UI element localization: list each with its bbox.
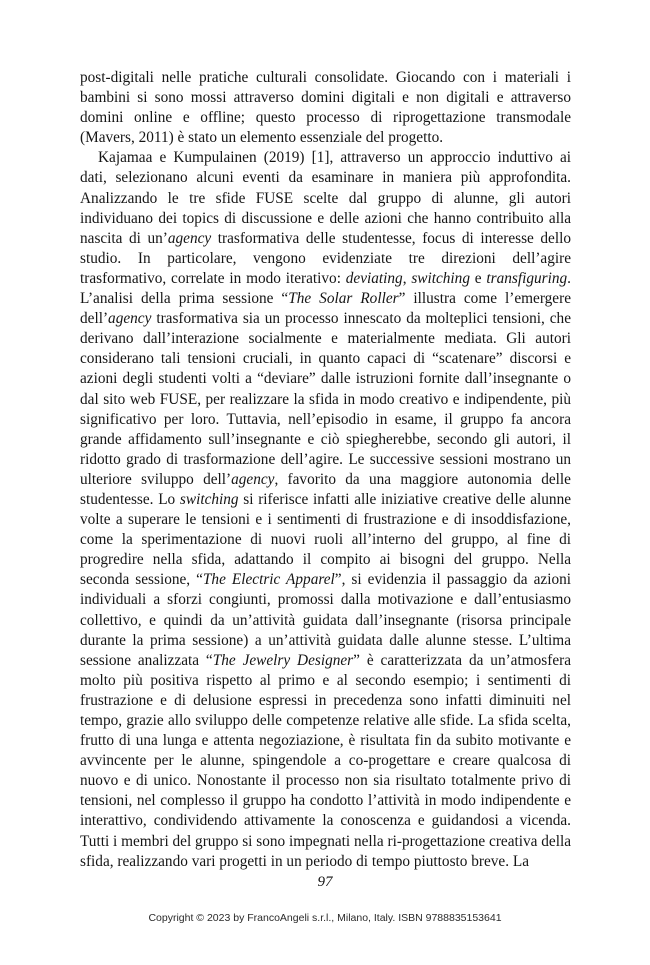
- text-run: post-digitali nelle pratiche culturali consolidate. Giocando con i materiali i bambini si sono mossi attraverso domini digitali e non digitali e attraverso domini online e offline; questo processo di riprogettazione transmodale (Mavers, 2011) è stato un elemento essenziale del progetto.: [80, 69, 571, 147]
- text-run: ,: [402, 269, 412, 287]
- paragraph-continuation: [80, 68, 571, 148]
- italic-term: switching: [411, 269, 470, 287]
- text-run: , favorito da una maggiore autonomia delle studentesse. Lo: [80, 470, 571, 508]
- text-run: ” illustra come l’emergere dell’: [80, 290, 571, 328]
- italic-term: agency: [231, 470, 275, 488]
- italic-term: The Electric Apparel: [202, 571, 335, 589]
- paragraph-kajamaa-kumpulainen: [80, 148, 571, 871]
- italic-term: The Jewelry Designer: [212, 651, 354, 669]
- text-run: ” è caratterizzata da un’atmosfera molto più positiva rispetto al primo e al secondo esempio; i sentimenti di frustrazione e di delusione espressi in precedenza sono infatti diminuiti nel tempo, grazie allo sviluppo delle competenze relative alle sfide. La sfida scelta, frutto di una lunga e attenta negoziazione, è risultata fin da subito motivante e avvincente per le alunne, spingendole a co-progettare e creare qualcosa di nuovo e di unico. Nonostante il processo non sia risultato totalmente privo di tensioni, nel complesso il gruppo ha condotto l’attività in modo indipendente e interattivo, condividendo attivamente la conoscenza e guidandosi a vicenda. Tutti i membri del gruppo si sono impegnati nella ri-progettazione creativa della sfida, realizzando vari progetti in un periodo di tempo piuttosto breve. La: [80, 651, 571, 870]
- body-text: [80, 68, 571, 872]
- italic-term: agency: [108, 310, 152, 328]
- italic-term: The Solar Roller: [288, 290, 399, 308]
- text-run: ”, si evidenzia il passaggio da azioni individuali a sforzi congiunti, promossi dalla motivazione e dall’entusiasmo collettivo, e quindi da un’attività guidata dall’insegnante (risorsa principale durante la prima sessione) a un’attività guidata dalle alunne stesse. L’ultima sessione analizzata “: [80, 571, 571, 669]
- copyright-notice: Copyright © 2023 by FrancoAngeli s.r.l., Milano, Italy. ISBN 9788835153641: [148, 912, 502, 924]
- italic-term: agency: [167, 229, 212, 247]
- italic-term: switching: [179, 490, 239, 508]
- italic-term: transfiguring: [486, 269, 568, 287]
- text-run: trasformativa sia un processo innescato da molteplici tensioni, che derivano dall’interazione socialmente e materialmente mediata. Gli autori considerano tali tensioni cruciali, in quanto capaci di “scatenare” discorsi e azioni degli studenti volti a “deviare” dalle istruzioni fornite dall’insegnante o dal sito web FUSE, per realizzare la sfida in modo creativo e indipendente, più significativo per loro. Tuttavia, nell’episodio in esame, il gruppo fa ancora grande affidamento sull’insegnante e ciò spiegherebbe, secondo gli autori, il ridotto grado di trasformazione dell’agire. Le successive sessioni mostrano un ulteriore sviluppo dell’: [80, 310, 571, 488]
- text-run: e: [469, 269, 487, 287]
- text-run: Kajamaa e Kumpulainen (2019) [1], attraverso un approccio induttivo ai dati, selezionano alcuni eventi da esaminare in maniera più approfondita. Analizzando le tre sfide FUSE scelte dal gruppo di alunne, gli autori individuano dei topics di discussione e delle azioni che hanno contribuito alla nascita di un’: [80, 149, 571, 247]
- italic-term: deviating: [345, 269, 403, 287]
- page-number: 97: [317, 874, 333, 890]
- text-run: si riferisce infatti alle iniziative creative delle alunne volte a superare le tensioni e i sentimenti di frustrazione e di insoddisfazione, come la sperimentazione di nuovi ruoli all’interno del gruppo, al fine di progredire nella sfida, adattando il compito ai bisogni del gruppo. Nella seconda sessione, “: [80, 490, 572, 589]
- text-run: . L’analisi della prima sessione “: [80, 269, 571, 308]
- text-run: trasformativa delle studentesse, focus di interesse dello studio. In particolare, vengono evidenziate tre direzioni dell’agire trasformativo, correlate in modo iterativo:: [80, 229, 571, 287]
